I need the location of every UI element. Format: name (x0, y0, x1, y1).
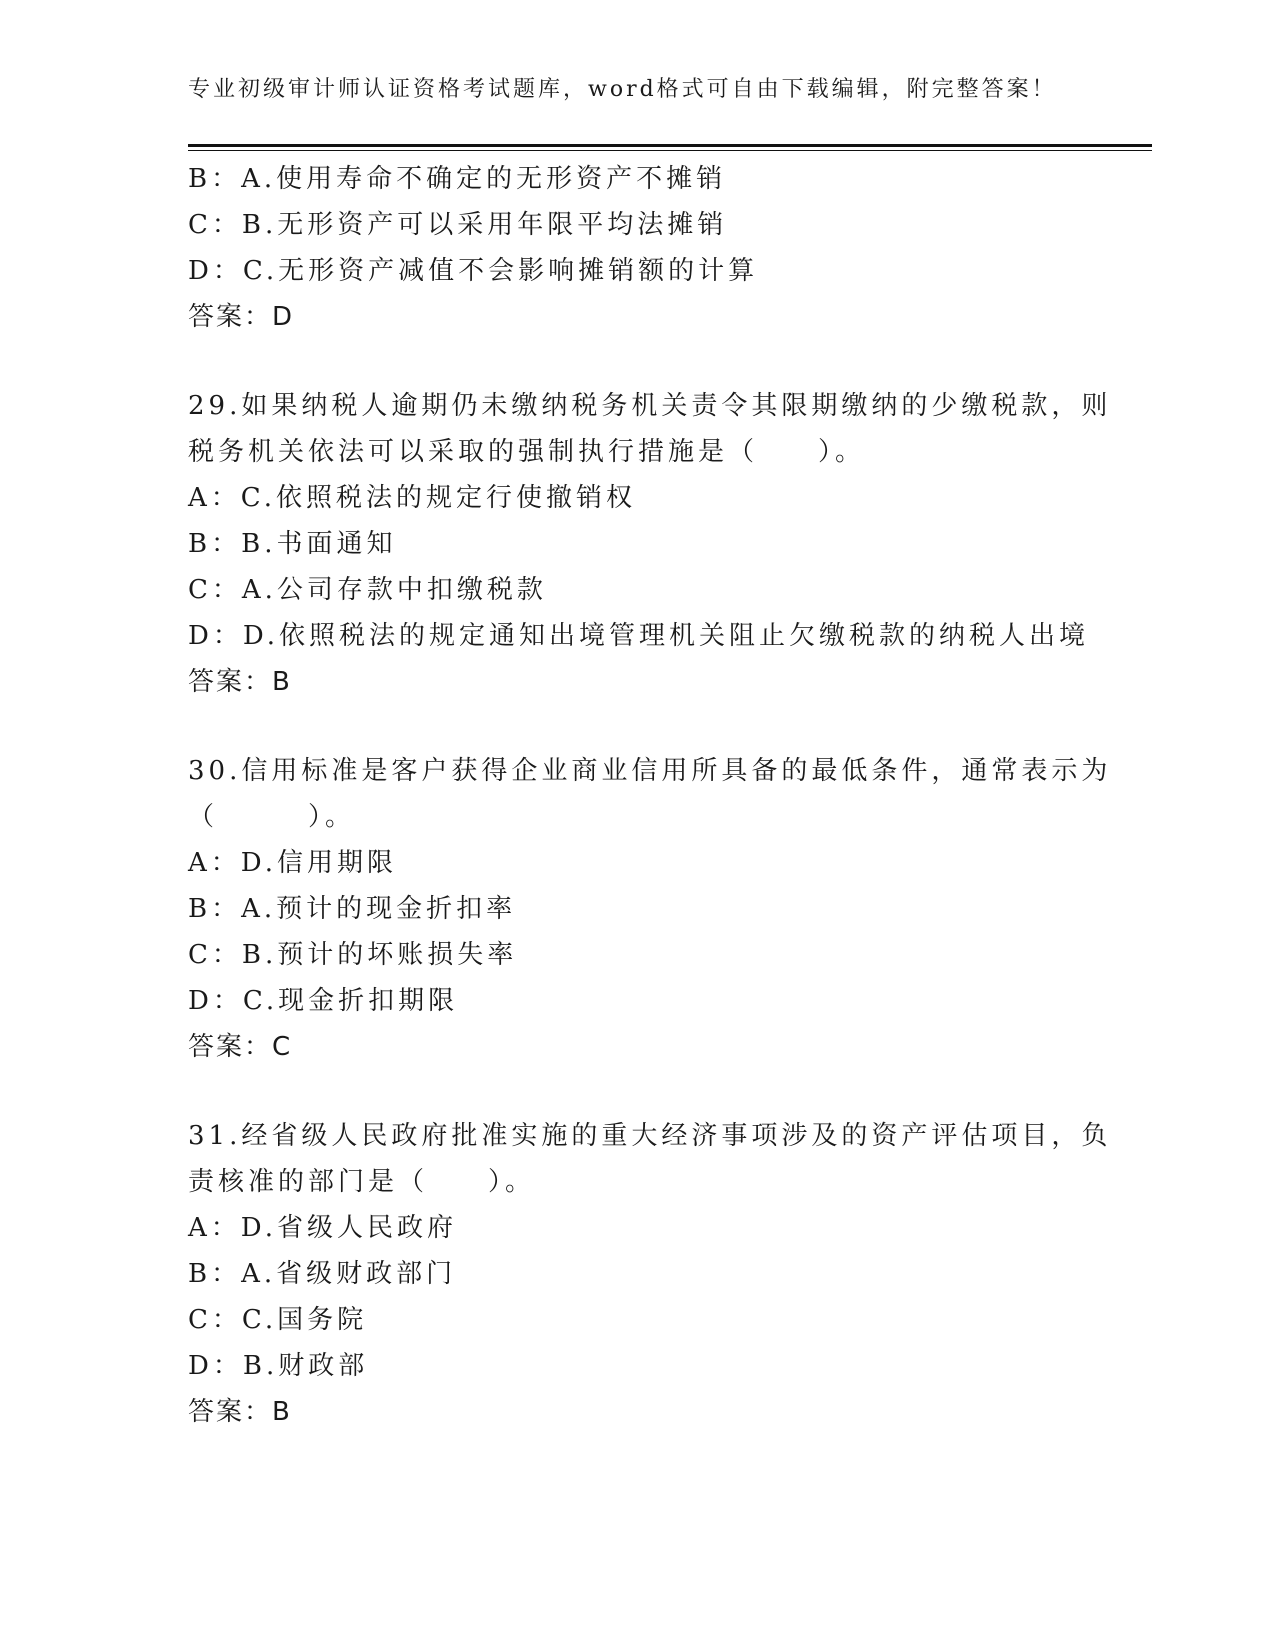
option-line: B：A.预计的现金折扣率 (188, 894, 517, 924)
question-block (188, 383, 1128, 705)
option-line: B：B.书面通知 (188, 529, 397, 559)
option-line: C：B.无形资产可以采用年限平均法摊销 (188, 210, 728, 240)
question-stem: 29.如果纳税人逾期仍未缴纳税务机关责令其限期缴纳的少缴税款，则 (188, 391, 1112, 421)
question-block (188, 1113, 1128, 1435)
question-stem: 责核准的部门是（ ）。 (188, 1167, 536, 1197)
option-line: D：D.依照税法的规定通知出境管理机关阻止欠缴税款的纳税人出境 (188, 621, 1090, 651)
question-content (188, 156, 1128, 1435)
option-line: A：D.信用期限 (188, 848, 397, 878)
option-line: B：A.使用寿命不确定的无形资产不摊销 (188, 164, 727, 194)
option-line: C：A.公司存款中扣缴税款 (188, 575, 547, 605)
question-block (188, 156, 1128, 340)
question-stem: 30.信用标准是客户获得企业商业信用所具备的最低条件，通常表示为 (188, 756, 1112, 786)
header-rule-thin (188, 150, 1152, 151)
block-spacer (188, 340, 1128, 383)
block-spacer (188, 1070, 1128, 1113)
question-block (188, 748, 1128, 1070)
option-line: D：C.无形资产减值不会影响摊销额的计算 (188, 256, 759, 286)
page-header: 专业初级审计师认证资格考试题库，word格式可自由下载编辑，附完整答案！ (188, 77, 1057, 102)
option-line: A：C.依照税法的规定行使撤销权 (188, 483, 637, 513)
question-stem: 31.经省级人民政府批准实施的重大经济事项涉及的资产评估项目，负 (188, 1121, 1112, 1151)
option-line: C：B.预计的坏账损失率 (188, 940, 518, 970)
answer-line: 答案：B (188, 667, 292, 697)
option-line: A：D.省级人民政府 (188, 1213, 457, 1243)
question-stem: 税务机关依法可以采取的强制执行措施是（ ）。 (188, 437, 866, 467)
answer-line: 答案：D (188, 302, 295, 332)
option-line: B：A.省级财政部门 (188, 1259, 457, 1289)
option-line: D：C.现金折扣期限 (188, 986, 459, 1016)
option-line: D：B.财政部 (188, 1351, 369, 1381)
question-stem: （ ）。 (188, 802, 356, 832)
block-spacer (188, 705, 1128, 748)
header-rule-thick (188, 144, 1152, 147)
answer-line: 答案：C (188, 1032, 293, 1062)
option-line: C：C.国务院 (188, 1305, 368, 1335)
answer-line: 答案：B (188, 1397, 292, 1427)
